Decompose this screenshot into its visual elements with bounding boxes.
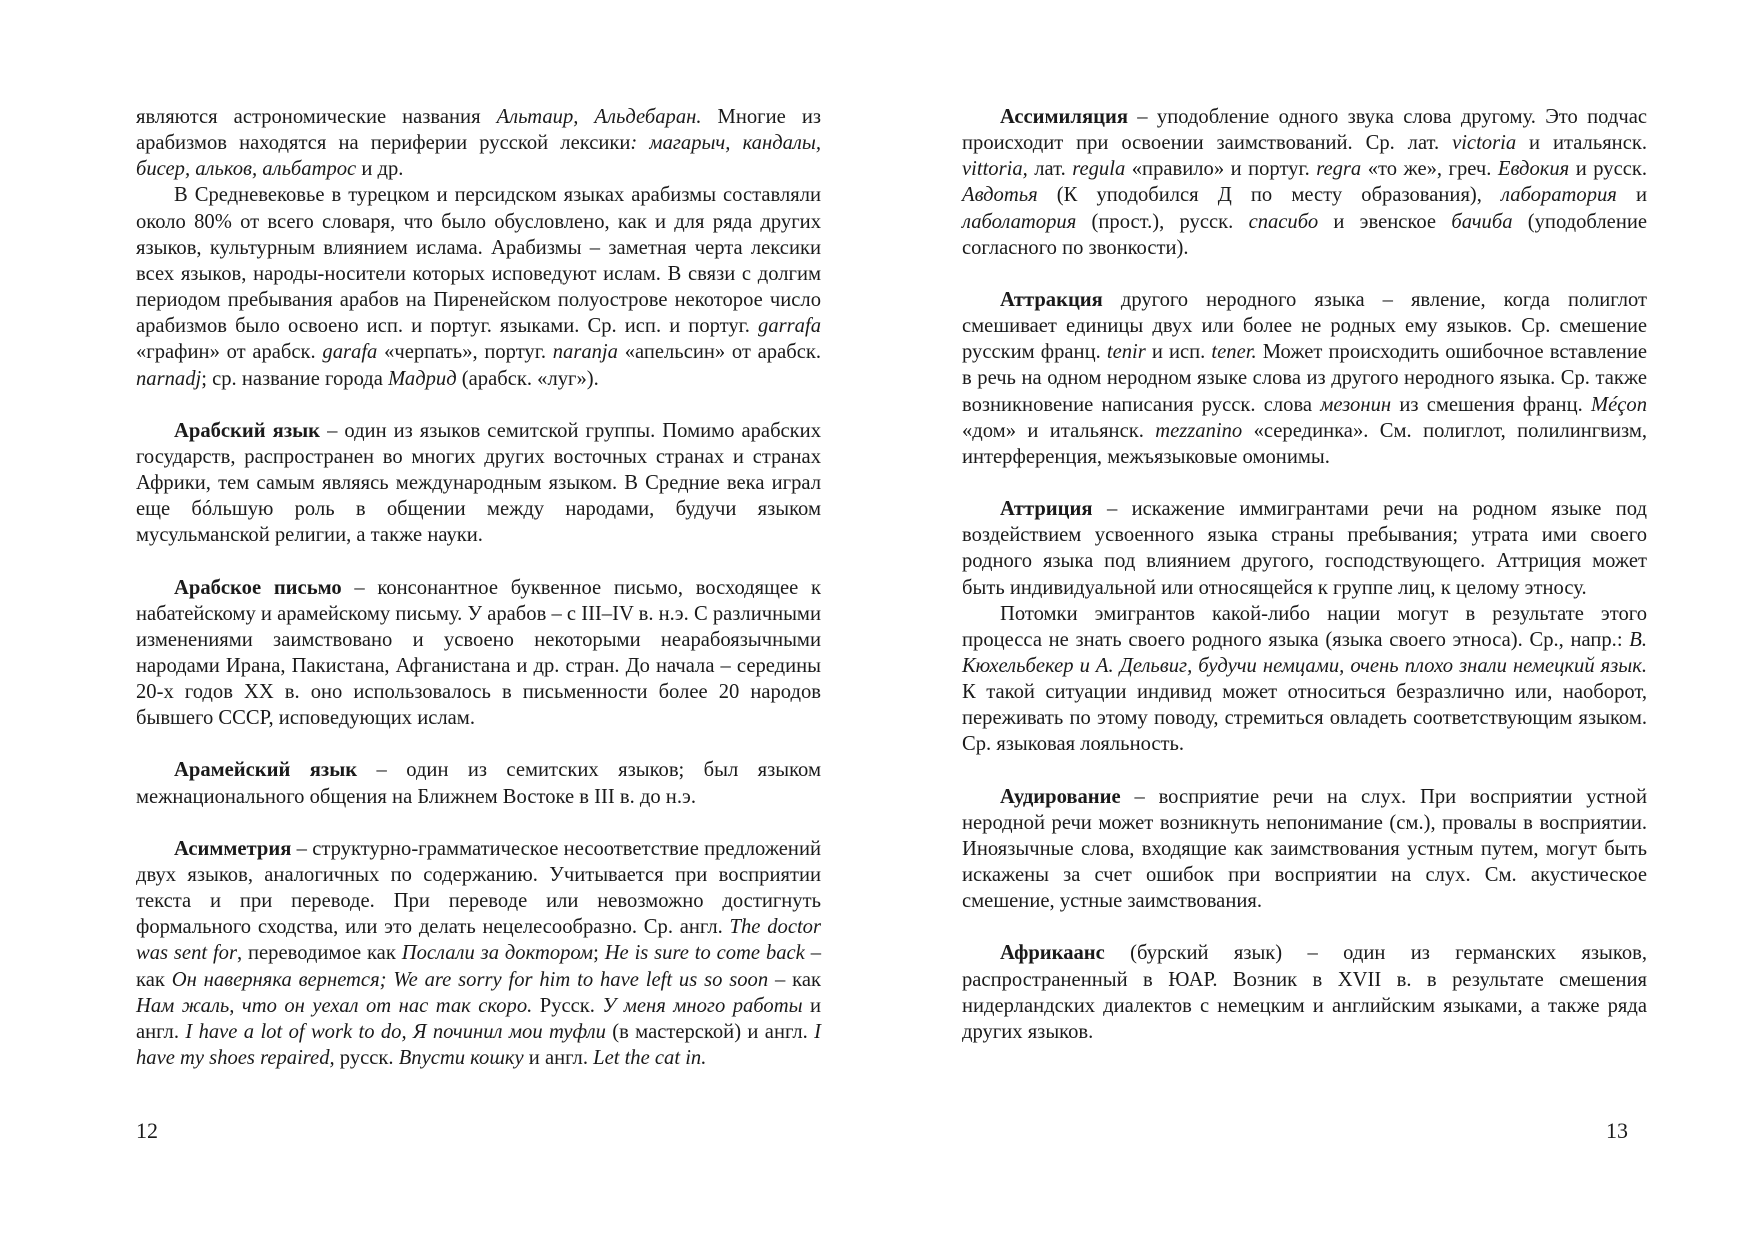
entry-term: Ассимиляция [1000,106,1128,128]
entry-listening [962,784,1647,915]
entry-aramaic-language [136,757,821,809]
paragraph: В Средневековье в турецком и персидском языках арабизмы составляли около 80% от всего словаря, что было обусловлено, как и для ряда других языков, культурным влиянием ислама. Арабизмы – заметная черта лексики всех языков, народы-носители которых исповедуют ислам. В связи с долгим периодом пребывания арабов на Пиренейском полуострове некоторое число арабизмов было освоено исп. и португ. языками. Ср. исп. и португ. garrafa «графин» от арабск. garafa «черпать», португ. naranja «апельсин» от арабск. narnadj; ср. название города Мадрид (арабск. «луг»). [136,184,821,390]
page-number-right: 13 [1606,1118,1628,1143]
entry-term: Арабское письмо [174,576,342,599]
paragraph: Асимметрия – структурно-грамматическое несоответствие предложений двух языков, аналогичных по содержанию. Учитывается при восприятии текста и при переводе. При переводе или невозможно достигнуть формального сходства, или это делать нецелесообразно. Ср. англ. The doctor was sent for, переводимое как Послали за доктором; He is sure to come back – как Он наверняка вернется; We are sorry for him to have left us so soon – как Нам жаль, что он уехал от нас так скоро. Русск. У меня много работы и англ. I have a lot of work to do, Я починил мои туфли (в мастерской) и англ. I have my shoes repaired, русск. Впусти кошку и англ. Let the cat in. [136,837,822,1069]
entry-term: Аттриция [1000,498,1093,521]
entry-term: Африкаанс [1000,942,1105,965]
paragraph: Африкаанс (бурский язык) – один из германских языков, распространенный в ЮАР. Возник в XVII в. в результате смешения нидерландских диалектов с немецким и английским языками, а также ряда других языков. [962,942,1647,1043]
entry-term: Аттракция [1000,288,1103,311]
entry-term: Арабский язык [174,419,321,442]
entry-arabic-script [136,575,821,732]
entry-term: Асимметрия [174,837,292,860]
entry-term: Арамейский язык [174,759,358,782]
entry-assimilation [962,104,1647,261]
entry-afrikaans [962,940,1647,1045]
paragraph: Арабское письмо – консонантное буквенное письмо, восходящее к набатейскому и арамейскому письму. У арабов – с III–IV в. н.э. С различными изменениями заимствовано и усвоено некоторыми неарабоязычными народами Ирана, Пакистана, Афганистана и др. стран. До начала – середины 20-х годов XX в. оно использовалось в письменности более 20 народов бывшего СССР, исповедующих ислам. [136,576,821,730]
left-page-text [136,104,821,1071]
paragraph: Аудирование – восприятие речи на слух. При восприятии устной неродной речи может возникнуть непонимание (см.), провалы в восприятии. Иноязычные слова, входящие как заимствования устным путем, могут быть искажены за счет ошибок при восприятии на слух. См. акустическое смешение, устные заимствования. [962,785,1647,913]
entry-arabisms-continuation [136,104,821,392]
page-number-left: 12 [136,1118,158,1143]
paragraph: Аттриция – искажение иммигрантами речи на родном языке под воздействием усвоенного языка страны пребывания; утрата ими своего родного языка под влиянием другого, господствующего. Аттриция может быть индивидуальной или относящейся к группе лиц, к целому этносу. [962,498,1647,599]
paragraph: Арамейский язык – один из семитских языков; был языком межнационального общения на Ближнем Востоке в III в. до н.э. [136,759,821,808]
paragraph: являются астрономические названия Альтаир, Альдебаран. Многие из арабизмов находятся на периферии русской лексики: магарыч, кандалы, бисер, альков, альбатрос и др. [136,106,821,181]
entry-asymmetry [136,836,821,1071]
paragraph: Потомки эмигрантов какой-либо нации могут в результате этого процесса не знать своего родного языка (языка своего этноса). Ср., напр.: В. Кюхельбекер и А. Дельвиг, будучи немцами, очень плохо знали немецкий язык. К такой ситуации индивид может относиться безразлично или, наоборот, переживать по этому поводу, стремиться овладеть соответствующим языком. Ср. языковая лояльность. [962,602,1647,756]
right-page-text [962,104,1647,1045]
paragraph: Арабский язык – один из языков семитской группы. Помимо арабских государств, распространен во многих других восточных странах и странах Африки, тем самым являясь международным языком. В Средние века играл еще бóльшую роль в общении между народами, будучи языком мусульманской религии, а также науки. [136,419,822,547]
entry-term: Аудирование [1000,785,1121,808]
entry-attrition [962,496,1647,758]
paragraph: Ассимиляция – уподобление одного звука слова другому. Это подчас происходит при освоении заимствований. Ср. лат. victoria и итальянск. vittoria, лат. regula «правило» и португ. regra «то же», греч. Евдокия и русск. Авдотья (К уподобился Д по месту образования), лаборатория и лаболатория (прост.), русск. спасибо и эвенское бачиба (уподобление согласного по звонкости). [962,106,1648,259]
entry-arabic-language [136,418,821,549]
entry-attraction [962,287,1647,470]
paragraph: Аттракция другого неродного языка – явление, когда полиглот смешивает единицы двух или более не родных ему языков. Ср. смешение русским франц. tenir и исп. tener. Может происходить ошибочное вставление в речь на одном неродном языке слова из другого неродного языка. Ср. также возникновение написания русск. слова мезонин из смешения франц. Méçon «дом» и итальянск. mezzanino «серединка». См. полиглот, полилингвизм, интерференция, межъязыковые омонимы. [962,288,1647,468]
